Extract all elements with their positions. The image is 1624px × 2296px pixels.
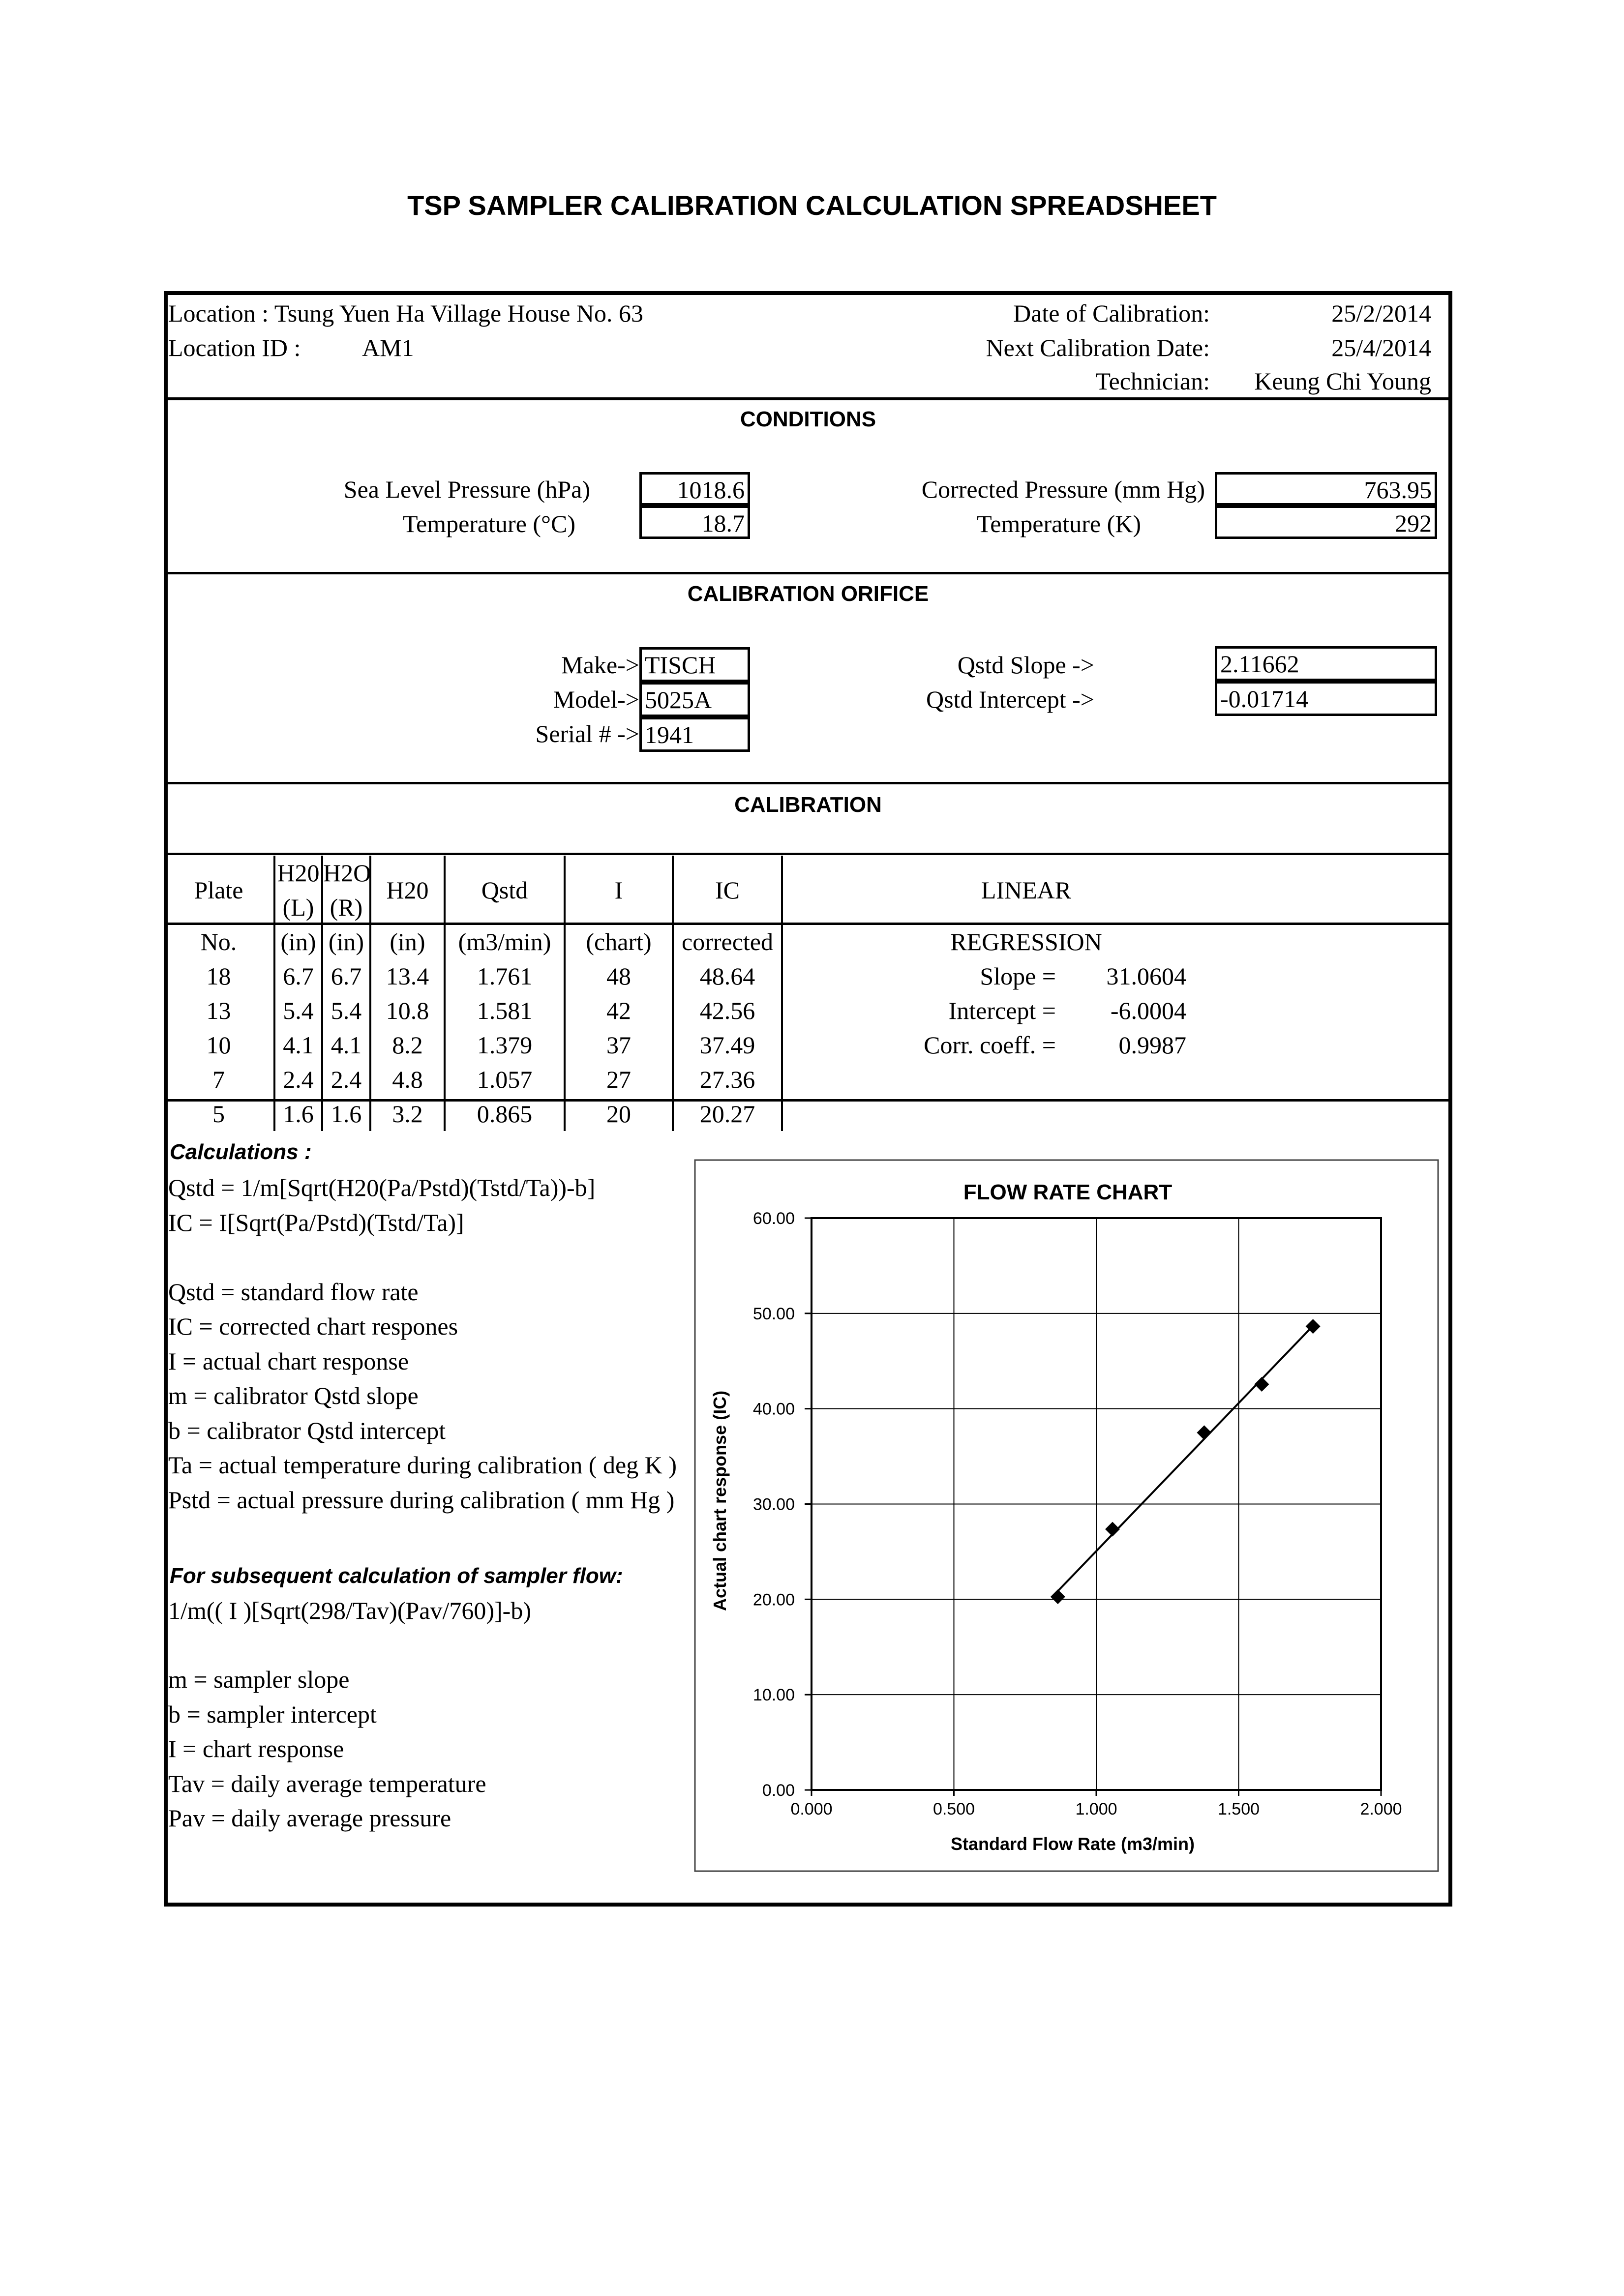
header-plate: Plate: [194, 876, 243, 904]
divider: [164, 397, 1452, 400]
subsequent-heading: For subsequent calculation of sampler flow:: [170, 1564, 623, 1588]
divider: [164, 572, 1452, 574]
cell-h20-left: 4.1: [274, 1028, 322, 1062]
regression-intercept-label: Intercept =: [948, 997, 1056, 1024]
legend-line: Pav = daily average pressure: [168, 1804, 451, 1832]
calibration-table: [164, 856, 1456, 1131]
header-i: I: [565, 856, 673, 924]
cell-plate: 10: [206, 1031, 231, 1059]
model-value: 5025A: [639, 682, 750, 717]
cell-qstd: 1.581: [445, 993, 565, 1028]
legend-line: I = chart response: [168, 1735, 344, 1762]
cell-ic: 48.64: [673, 959, 782, 993]
location-label: Location : Tsung Yuen Ha Village House No. 63: [168, 299, 644, 327]
make-label: Make->: [561, 651, 639, 679]
header-h20-unit: (in): [370, 924, 445, 959]
y-tick-label: 30.00: [752, 1495, 795, 1514]
cell-ic: 42.56: [673, 993, 782, 1028]
header-ic: IC: [673, 856, 782, 924]
cell-h20: 4.8: [370, 1062, 445, 1097]
cell-qstd: 0.865: [445, 1097, 565, 1131]
regression-intercept-value: -6.0004: [1110, 997, 1186, 1024]
cell-qstd: 1.761: [445, 959, 565, 993]
chart-y-axis-label: Actual chart response (IC): [710, 1390, 730, 1611]
regression-corr-value: 0.9987: [1118, 1031, 1186, 1059]
y-tick-label: 20.00: [752, 1590, 795, 1610]
cell-i: 37: [565, 1028, 673, 1062]
location-id-label: Location ID :: [168, 334, 301, 361]
header-plate-unit: No.: [200, 928, 237, 955]
regression-slope-label: Slope =: [980, 962, 1056, 990]
calculation-line: IC = corrected chart respones: [168, 1312, 458, 1340]
flow-rate-chart: [694, 1159, 1439, 1872]
regression-slope: [782, 959, 1456, 993]
table-row: [164, 959, 1456, 993]
cell-qstd: 1.379: [445, 1028, 565, 1062]
cell-h20: 3.2: [370, 1097, 445, 1131]
header-i-unit: (chart): [565, 924, 673, 959]
conditions-heading: CONDITIONS: [740, 407, 876, 431]
calculation-line: b = calibrator Qstd intercept: [168, 1416, 446, 1444]
table-row: [164, 993, 1456, 1028]
cell-ic: 20.27: [673, 1097, 782, 1131]
chart-title: FLOW RATE CHART: [963, 1180, 1173, 1204]
regression-heading-line2: REGRESSION: [782, 924, 1456, 959]
y-tick-label: 10.00: [752, 1686, 795, 1705]
qstd-intercept-value: -0.01714: [1215, 681, 1437, 716]
x-tick-label: 0.000: [790, 1800, 833, 1819]
cell-ic: 27.36: [673, 1062, 782, 1097]
temperature-k-value: 292: [1215, 506, 1437, 539]
location-id-value: AM1: [362, 334, 414, 361]
make-value: TISCH: [639, 647, 750, 682]
date-of-calibration-value: 25/2/2014: [1331, 299, 1431, 327]
table-header-row: [164, 856, 1456, 924]
cell-h20: 13.4: [370, 959, 445, 993]
serial-value: 1941: [639, 717, 750, 752]
legend-line: b = sampler intercept: [168, 1700, 377, 1728]
sea-level-pressure-label: Sea Level Pressure (hPa): [343, 476, 590, 503]
y-tick-label: 60.00: [752, 1209, 795, 1228]
cell-h2o-right: 2.4: [322, 1062, 370, 1097]
y-tick-label: 40.00: [752, 1400, 795, 1419]
calibration-heading: CALIBRATION: [734, 793, 882, 817]
cell-i: 48: [565, 959, 673, 993]
y-tick-label: 50.00: [752, 1304, 795, 1323]
corrected-pressure-label: Corrected Pressure (mm Hg): [921, 476, 1205, 503]
page-title: TSP SAMPLER CALIBRATION CALCULATION SPREADSHEET: [407, 190, 1217, 221]
legend-line: Tav = daily average temperature: [168, 1769, 486, 1797]
cell-i: 42: [565, 993, 673, 1028]
cell-h2o-right: 4.1: [322, 1028, 370, 1062]
table-row: [164, 1062, 1456, 1097]
cell-ic: 37.49: [673, 1028, 782, 1062]
calculation-line: Qstd = 1/m[Sqrt(H20(Pa/Pstd)(Tstd/Ta))-b]: [168, 1174, 596, 1201]
technician-value: Keung Chi Young: [1254, 367, 1431, 395]
cell-h2o-right: 6.7: [322, 959, 370, 993]
calculation-line: Qstd = standard flow rate: [168, 1278, 419, 1306]
header-ic-unit: corrected: [673, 924, 782, 959]
cell-h20-left: 5.4: [274, 993, 322, 1028]
calculation-line: IC = I[Sqrt(Pa/Pstd)(Tstd/Ta)]: [168, 1208, 464, 1236]
calculation-line: I = actual chart response: [168, 1347, 409, 1375]
table-row: [164, 1028, 1456, 1062]
regression-heading-line1: LINEAR: [782, 856, 1456, 924]
header-qstd: Qstd: [445, 856, 565, 924]
regression-corr-label: Corr. coeff. =: [924, 1031, 1056, 1059]
header-qstd-unit: (m3/min): [445, 924, 565, 959]
cell-h20: 8.2: [370, 1028, 445, 1062]
corrected-pressure-value: 763.95: [1215, 472, 1437, 506]
cell-plate: 18: [206, 962, 231, 990]
orifice-heading: CALIBRATION ORIFICE: [687, 582, 929, 606]
cell-plate: 13: [206, 997, 231, 1024]
cell-plate: 7: [212, 1066, 225, 1093]
chart-x-axis-label: Standard Flow Rate (m3/min): [950, 1834, 1195, 1854]
legend-line: m = sampler slope: [168, 1666, 350, 1693]
table-row: [164, 1097, 1456, 1131]
regression-intercept: [782, 993, 1456, 1028]
model-label: Model->: [553, 686, 639, 713]
next-calibration-label: Next Calibration Date:: [986, 334, 1210, 361]
x-tick-label: 2.000: [1360, 1800, 1402, 1819]
cell-plate: 5: [212, 1100, 225, 1128]
x-tick-label: 1.000: [1075, 1800, 1117, 1819]
chart-border: [695, 1160, 1438, 1871]
cell-i: 20: [565, 1097, 673, 1131]
x-tick-label: 1.500: [1217, 1800, 1260, 1819]
temperature-c-label: Temperature (°C): [402, 510, 575, 537]
cell-qstd: 1.057: [445, 1062, 565, 1097]
calculation-line: Ta = actual temperature during calibration ( deg K ): [168, 1451, 677, 1479]
serial-label: Serial # ->: [535, 720, 639, 747]
header-h2o-right-unit: (in): [321, 924, 369, 959]
qstd-slope-label: Qstd Slope ->: [957, 651, 1094, 679]
header-h20-left-unit: (in): [280, 928, 316, 955]
temperature-c-value: 18.7: [639, 506, 750, 539]
cell-h20-left: 6.7: [274, 959, 322, 993]
regression-slope-value: 31.0604: [1106, 962, 1186, 990]
header-h2o-right: H2O (R): [321, 856, 369, 924]
next-calibration-value: 25/4/2014: [1331, 334, 1431, 361]
calculations-heading: Calculations :: [170, 1140, 312, 1164]
qstd-slope-value: 2.11662: [1215, 646, 1437, 681]
table-header-row: [164, 924, 1456, 959]
cell-h20-left: 2.4: [274, 1062, 322, 1097]
regression-corr: [782, 1028, 1456, 1062]
date-of-calibration-label: Date of Calibration:: [1013, 299, 1210, 327]
cell-i: 27: [565, 1062, 673, 1097]
temperature-k-label: Temperature (K): [977, 510, 1141, 537]
cell-h20-left: 1.6: [274, 1097, 322, 1131]
cell-h2o-right: 1.6: [322, 1097, 370, 1131]
qstd-intercept-label: Qstd Intercept ->: [926, 686, 1094, 713]
calculation-line: m = calibrator Qstd slope: [168, 1382, 419, 1409]
subsequent-formula: 1/m(( I )[Sqrt(298/Tav)(Pav/760)]-b): [168, 1597, 531, 1624]
divider: [164, 853, 1452, 855]
header-h20-left: H20 (L): [277, 859, 320, 921]
technician-label: Technician:: [1095, 367, 1210, 395]
header-h20: H20: [370, 856, 445, 924]
cell-h2o-right: 5.4: [322, 993, 370, 1028]
y-tick-label: 0.00: [762, 1781, 795, 1800]
divider: [164, 782, 1452, 784]
sea-level-pressure-value: 1018.6: [639, 472, 750, 506]
x-tick-label: 0.500: [932, 1800, 975, 1819]
calculation-line: Pstd = actual pressure during calibration ( mm Hg ): [168, 1486, 675, 1514]
cell-h20: 10.8: [370, 993, 445, 1028]
